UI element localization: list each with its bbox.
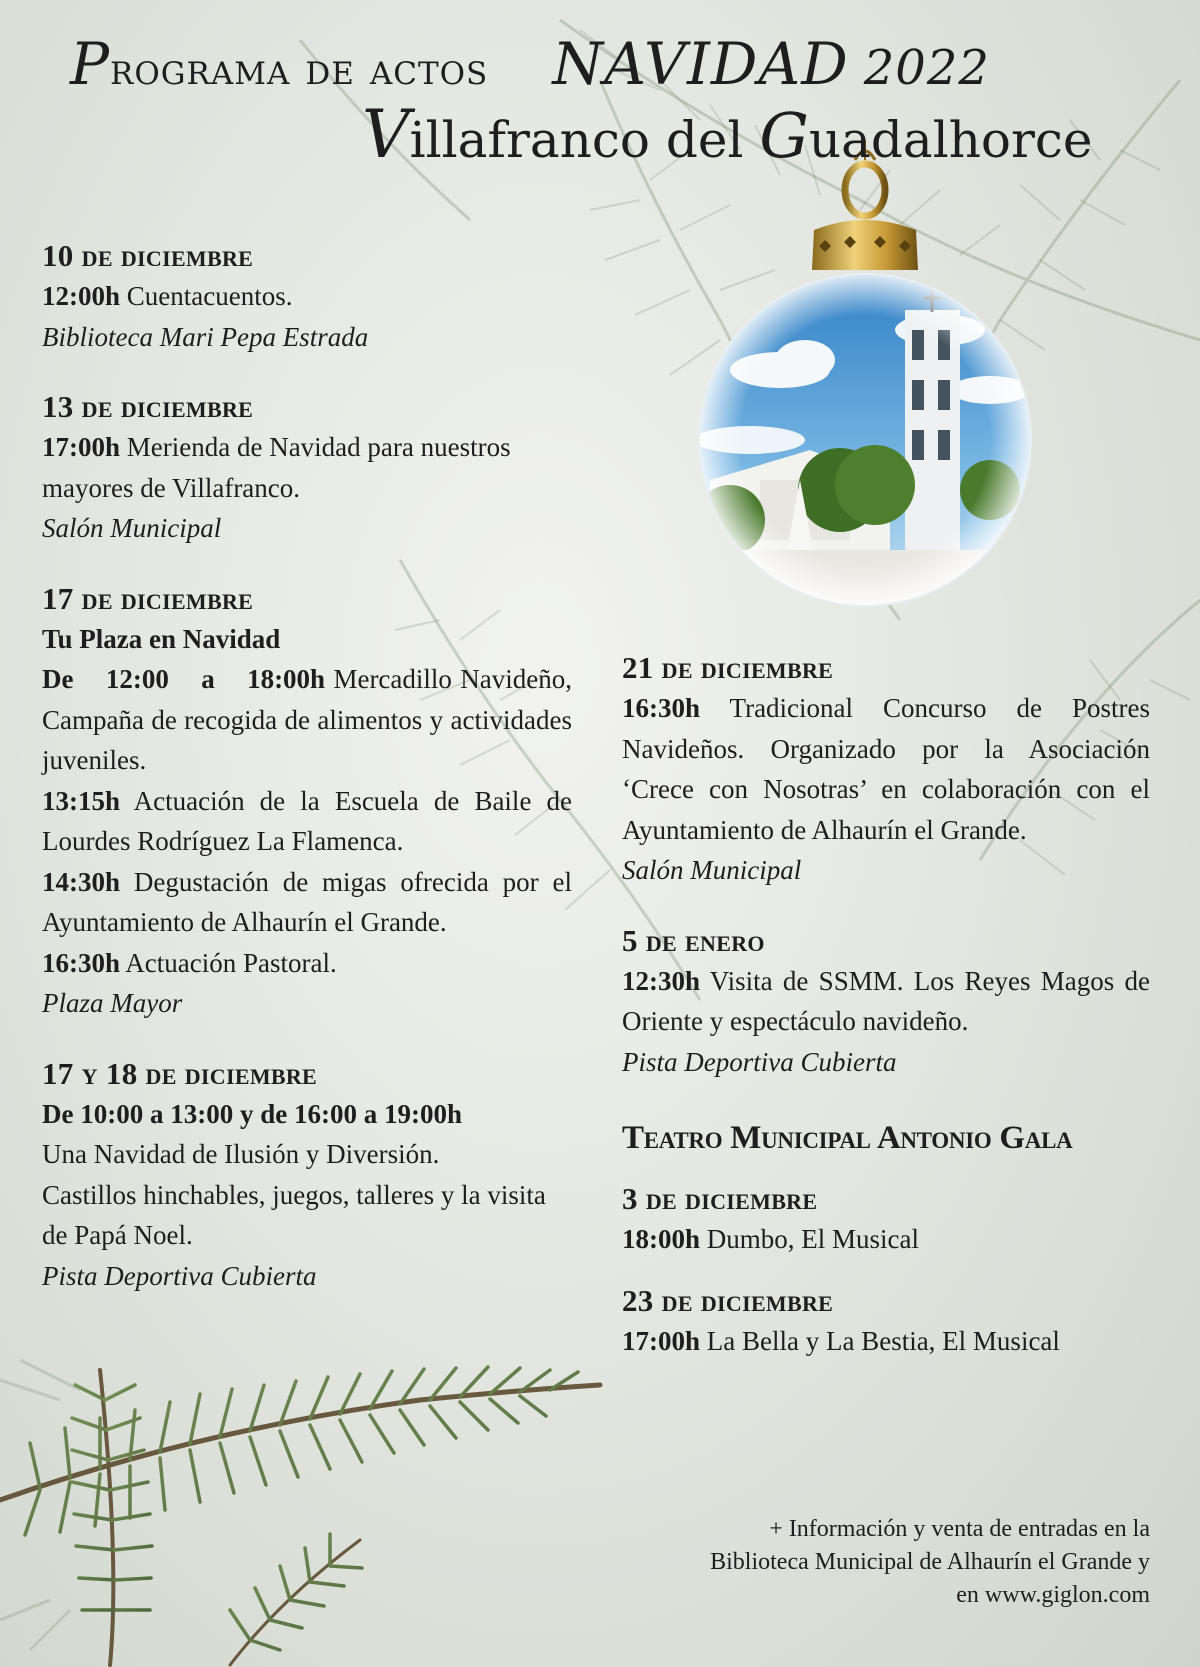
ticket-info-line: Biblioteca Municipal de Alhaurín el Grande y [710, 1549, 1150, 1575]
event-line [42, 862, 572, 943]
right-events-column [622, 648, 1150, 1392]
town-initial-v: V [362, 96, 410, 173]
event-line [42, 427, 572, 508]
event-description: Actuación de la Escuela de Baile de Lourdes Rodríguez La Flamenca. [42, 785, 572, 856]
event-description: Actuación Pastoral. [125, 947, 337, 978]
event-date: 13 de diciembre [42, 389, 254, 424]
event-time: 18:00h [622, 1223, 701, 1254]
event-date: 17 y 18 de diciembre [42, 1055, 318, 1091]
event-dec-17 [42, 579, 572, 1024]
title-year: 2022 [863, 40, 990, 96]
program-title [70, 30, 990, 98]
event-date: 21 de diciembre [622, 650, 834, 685]
event-dec-10 [42, 236, 572, 357]
event-dec-13 [42, 387, 572, 549]
event-time: 16:30h [622, 693, 701, 723]
title-initial-letter: P [70, 30, 111, 98]
event-place: Plaza Mayor [42, 988, 183, 1018]
event-time: 12:30h [622, 965, 701, 996]
event-description: Visita de SSMM. Los Reyes Magos de Oriente y espectáculo navideño. [622, 965, 1150, 1036]
event-place: Pista Deportiva Cubierta [42, 1260, 317, 1291]
event-date: 17 de diciembre [42, 580, 254, 616]
event-dec-21 [622, 648, 1150, 891]
event-description: Cuentacuentos. [126, 281, 293, 311]
event-description: Degustación de migas ofrecida por el Ayuntamiento de Alhaurín el Grande. [42, 866, 572, 937]
event-line [622, 961, 1150, 1042]
event-line [622, 1321, 1150, 1362]
event-line [42, 659, 572, 781]
event-description: Mercadillo Navideño, Campaña de recogida de alimentos y actividades juveniles. [42, 664, 572, 775]
event-time: De 12:00 a 18:00h [42, 664, 326, 694]
event-time: 14:30h [42, 866, 121, 897]
event-jan-5 [622, 921, 1150, 1083]
event-description: Tradicional Concurso de Postres Navideños. Organizado por la Asociación ‘Crece con Nosotras’ en colaboración con el Ayuntamiento de Alhaurín el Grande. [622, 693, 1150, 845]
event-time: 16:30h [42, 947, 121, 978]
town-name-part: illafranco del [409, 111, 744, 169]
event-place: Biblioteca Mari Pepa Estrada [42, 321, 369, 352]
christmas-ornament-illustration [690, 140, 1040, 610]
event-time: 13:15h [42, 785, 121, 816]
event-description: Dumbo, El Musical [706, 1223, 919, 1254]
event-line [42, 781, 572, 862]
event-line: Castillos hinchables, juegos, talleres y la visita de Papá Noel. [42, 1179, 546, 1250]
town-initial-g: G [759, 99, 809, 172]
event-description: Merienda de Navidad para nuestros mayores de Villafranco. [42, 432, 511, 503]
event-subtitle: Tu Plaza en Navidad [42, 623, 281, 654]
event-subtitle: De 10:00 a 13:00 y de 16:00 a 19:00h [42, 1098, 462, 1129]
title-navidad: NAVIDAD [552, 30, 849, 98]
event-line [622, 688, 1150, 850]
theatre-heading: Teatro Municipal Antonio Gala [622, 1120, 1073, 1156]
town-title [362, 96, 1093, 173]
event-dec-17-18 [42, 1054, 572, 1297]
event-line [42, 943, 572, 984]
left-events-column [42, 236, 572, 1326]
title-program-text: rograma de actos [110, 44, 489, 95]
event-line [42, 276, 572, 317]
event-time: 17:00h [622, 1326, 701, 1356]
event-line: Una Navidad de Ilusión y Diversión. [42, 1139, 440, 1169]
town-name-rest: uadalhorce [808, 111, 1093, 169]
event-time: 12:00h [42, 281, 121, 311]
event-place: Pista Deportiva Cubierta [622, 1046, 897, 1077]
ticket-info-line: + Información y venta de entradas en la [769, 1516, 1150, 1542]
event-time: 17:00h [42, 432, 121, 462]
event-place: Salón Municipal [622, 855, 802, 885]
event-date: 3 de diciembre [622, 1180, 818, 1216]
event-date: 5 de enero [622, 922, 765, 958]
event-line [622, 1219, 1150, 1260]
event-place: Salón Municipal [42, 513, 222, 543]
event-description: La Bella y La Bestia, El Musical [706, 1326, 1060, 1356]
theatre-event-dec-3 [622, 1179, 1150, 1260]
theatre-event-dec-23 [622, 1281, 1150, 1362]
ticket-info [590, 1513, 1150, 1612]
ticket-info-link[interactable]: en www.giglon.com [956, 1582, 1150, 1608]
event-date: 23 de diciembre [622, 1283, 834, 1318]
event-date: 10 de diciembre [42, 238, 254, 273]
